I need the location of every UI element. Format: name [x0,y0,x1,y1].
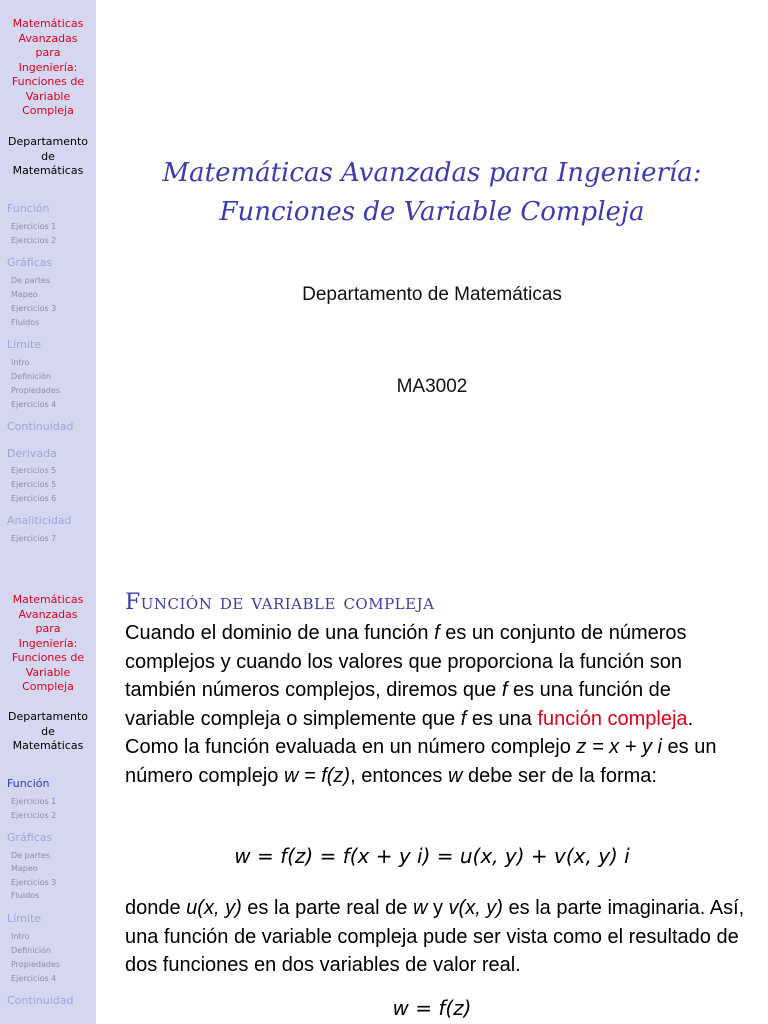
sidebar-section-limite[interactable]: Límite [7,912,42,925]
text-run: es la parte imaginaria. Así, una función de variable compleja pude ser vista como el resultado de dos funciones en dos variables de valor real. [125,897,745,976]
sidebar-title-line: Matemáticas [12,17,84,30]
sidebar-sub-ejercicios-1[interactable]: Ejercicios 1 [11,222,57,231]
sidebar-dept-line: Departamento [7,135,89,148]
formula-text: w = f(z) [392,996,472,1020]
sidebar-sub-fluidos[interactable]: Fluidos [11,891,40,900]
sidebar [0,576,96,1024]
sidebar-sub-ejercicios-7[interactable]: Ejercicios 7 [11,534,57,543]
display-formula [96,844,768,868]
sidebar-sub-fluidos[interactable]: Fluidos [11,318,40,327]
author: Departamento de Matemáticas [302,284,562,305]
sidebar-title-line: Variable [25,89,71,103]
sidebar-sub-ejercicios-5[interactable]: Ejercicios 5 [11,466,57,475]
sidebar-title-line: Avanzadas [18,607,78,621]
sidebar-sub-mapeo[interactable]: Mapeo [11,290,38,299]
sidebar-title-line: Funciones de [11,75,85,88]
math-w: w [412,897,428,919]
math-v: v(x, y) [448,897,503,919]
sidebar-sub-ejercicios-5b[interactable]: Ejercicios 5 [11,480,57,489]
sidebar-title-line: Avanzadas [18,31,78,45]
sidebar-sub-ejercicios-4[interactable]: Ejercicios 4 [11,974,57,983]
math-w: w = f(z) [283,764,351,787]
title-line-2: Funciones de Variable Compleja [219,197,645,227]
sidebar-sub-definicion[interactable]: Definición [11,372,51,381]
text-run: donde [125,897,187,919]
math-w: w [447,764,463,787]
sidebar-sub-intro[interactable]: Intro [11,358,30,367]
sidebar-section-analiticidad[interactable]: Analiticidad [7,514,72,527]
sidebar-dept-line: Departamento [7,710,89,723]
text-run: es una función de variable compleja o simplemente que [125,679,671,730]
text-run: es una [466,707,538,730]
course-code: MA3002 [396,376,468,397]
math-z: z = x + y i [576,736,662,758]
sidebar-department[interactable] [0,135,96,179]
frame-title: Función de variable compleja [125,590,435,615]
sidebar-sub-propiedades[interactable]: Propiedades [11,386,61,395]
text-run: es un conjunto de números complejos y cuando los valores que proporciona la función son también números complejos, diremos que [125,622,687,701]
sidebar-sub-ejercicios-2[interactable]: Ejercicios 2 [11,236,57,245]
explanation-paragraph [125,894,745,980]
sidebar-title-line: Funciones de [11,651,85,664]
highlighted-term: función compleja [537,707,688,730]
math-f: f [501,679,508,701]
sidebar-title-line: Ingeniería: [18,636,78,650]
sidebar-dept-line: Matemáticas [12,739,84,752]
sidebar-sub-ejercicios-2[interactable]: Ejercicios 2 [11,811,57,820]
sidebar-dept-line: Matemáticas [12,164,84,177]
sidebar-dept-line: de [41,149,55,163]
sidebar-sub-intro[interactable]: Intro [11,932,30,941]
sidebar-title-line: Compleja [22,104,74,117]
math-f: f [434,622,440,644]
sidebar-title-line: Matemáticas [12,593,84,606]
text-run: , entonces [350,764,448,787]
content-slide [0,576,768,1024]
sidebar-sub-ejercicios-4[interactable]: Ejercicios 4 [11,400,57,409]
sidebar-sub-mapeo[interactable]: Mapeo [11,864,38,873]
sidebar-section-derivada[interactable]: Derivada [7,447,57,460]
sidebar-title-line: Ingeniería: [18,60,78,74]
sidebar-sub-ejercicios-1[interactable]: Ejercicios 1 [11,797,57,806]
presentation-title [96,154,768,232]
text-run: y [427,897,449,919]
text-run: . Como la función evaluada en un número complejo [125,707,694,758]
sidebar-section-continuidad[interactable]: Continuidad [7,994,74,1007]
sidebar-title-line: Variable [25,665,71,679]
sidebar-section-continuidad[interactable]: Continuidad [7,420,74,433]
sidebar-title-line: para [35,622,61,635]
sidebar [0,0,96,576]
sidebar-sub-de-partes[interactable]: De partes [11,851,51,860]
sidebar-sub-ejercicios-6[interactable]: Ejercicios 6 [11,494,57,503]
sidebar-sub-de-partes[interactable]: De partes [11,276,51,285]
display-formula-2 [96,996,768,1020]
sidebar-dept-line: de [41,724,55,738]
sidebar-section-funcion-active[interactable]: Función [7,777,50,790]
sidebar-title-line: Compleja [22,680,74,693]
formula-text: w = f(z) = f(x + y i) = u(x, y) + v(x, y) i [234,844,630,868]
sidebar-section-funcion[interactable]: Función [7,202,50,215]
sidebar-sub-propiedades[interactable]: Propiedades [11,960,61,969]
definition-paragraph [125,619,745,790]
text-run: Cuando el dominio de una función [125,622,435,644]
sidebar-sub-definicion[interactable]: Definición [11,946,51,955]
math-u: u(x, y) [186,897,242,919]
title-line-1: Matemáticas Avanzadas para Ingeniería: [162,158,702,188]
sidebar-presentation-title[interactable] [0,17,96,119]
text-run: es la parte real de [241,897,413,919]
sidebar-sub-ejercicios-3[interactable]: Ejercicios 3 [11,304,57,313]
text-run: es un número complejo [125,736,717,787]
math-f: f [460,707,467,730]
sidebar-title-line: para [35,46,61,59]
sidebar-department[interactable] [0,710,96,754]
text-run: debe ser de la forma: [462,764,657,787]
sidebar-section-limite[interactable]: Límite [7,338,42,351]
sidebar-presentation-title[interactable] [0,593,96,695]
sidebar-section-graficas[interactable]: Gráficas [7,256,53,269]
sidebar-section-graficas[interactable]: Gráficas [7,831,53,844]
sidebar-sub-ejercicios-3[interactable]: Ejercicios 3 [11,878,57,887]
